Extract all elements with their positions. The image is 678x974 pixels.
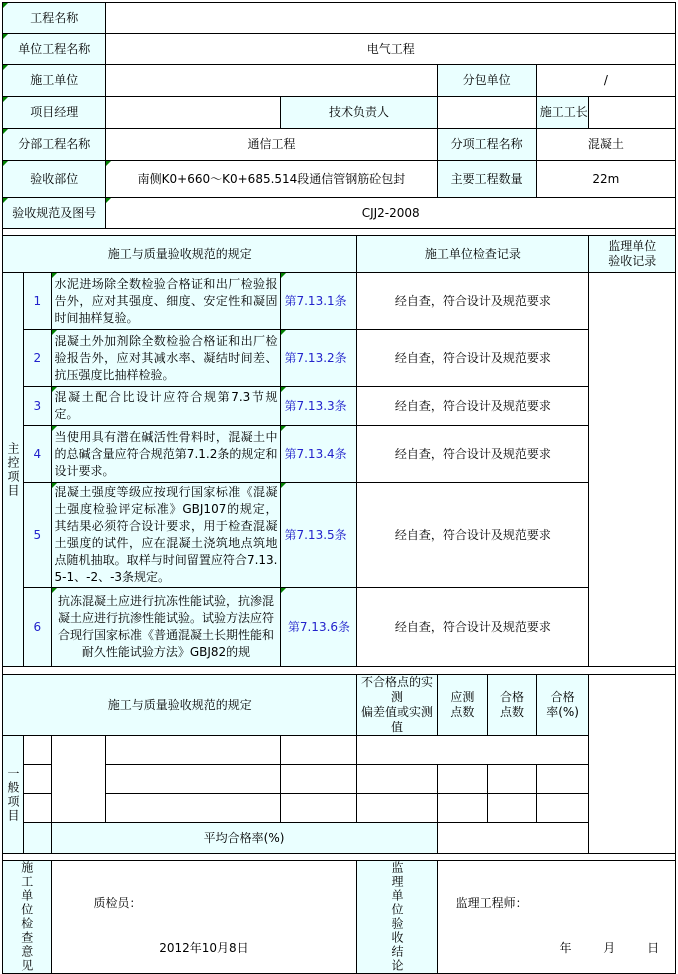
general-item-pass-points[interactable] xyxy=(488,765,537,794)
row-project-manager xyxy=(3,97,676,129)
label-subcontractor: 分包单位 xyxy=(437,65,536,97)
general-item-no[interactable] xyxy=(24,794,51,823)
label-subdivision-project-name: 分项工程名称 xyxy=(437,129,536,161)
row-average-pass-rate xyxy=(3,823,676,854)
table-row xyxy=(3,483,676,588)
header-supervisor-line2: 验收记录 xyxy=(608,254,657,268)
section-label-general xyxy=(3,736,24,854)
header-supervisor-line1: 监理单位 xyxy=(608,239,657,253)
header-pass-rate xyxy=(536,675,589,736)
general-item-text[interactable] xyxy=(106,794,281,823)
label-supervisor-conclusion-text: 监理单位验收结论 xyxy=(390,861,404,973)
header-should-points-line1: 应测 xyxy=(450,690,475,704)
value-main-quantity[interactable]: 22m xyxy=(536,161,675,198)
spacer xyxy=(3,229,676,236)
header-deviation xyxy=(357,675,437,736)
row-unit-project-name xyxy=(3,34,676,65)
label-technical-director: 技术负责人 xyxy=(281,97,437,129)
item-record[interactable]: 经自查，符合设计及规范要求 xyxy=(357,483,589,588)
header-supervisor-record xyxy=(589,236,676,273)
table-row xyxy=(3,736,676,765)
general-item-text[interactable] xyxy=(106,765,281,794)
supervisor-signature-inner xyxy=(438,896,675,956)
item-no: 3 xyxy=(24,387,51,426)
table-row xyxy=(3,330,676,387)
label-construction-unit: 施工单位 xyxy=(3,65,106,97)
item-text xyxy=(51,483,281,588)
inspection-form-sheet xyxy=(0,2,678,973)
value-spec-code[interactable]: CJJ2-2008 xyxy=(106,198,676,229)
item-text-content: 混凝土强度等级应按现行国家标准《混凝土强度检验评定标准》GBJ107的规定，其结果必须符合设计要求，用于检查混凝土强度的试件，应在混凝土浇筑地点筑地点随机抽取。取样与时间留置应符合7.13.5-1、-2、-3条规定。 xyxy=(54,485,278,584)
value-project-name[interactable] xyxy=(106,3,676,34)
row-construction-unit xyxy=(3,65,676,97)
item-code: 第7.13.6条 xyxy=(281,588,357,667)
row-spacer-1 xyxy=(3,229,676,236)
item-text xyxy=(51,273,281,330)
contractor-signature-inner xyxy=(52,896,357,956)
item-code: 第7.13.1条 xyxy=(281,273,357,330)
label-average-pass-rate: 平均合格率(%) xyxy=(51,823,437,854)
table-row xyxy=(3,588,676,667)
header-spec-rules: 施工与质量验收规范的规定 xyxy=(3,236,357,273)
header-pass-points-line1: 合格 xyxy=(499,690,524,704)
item-no: 2 xyxy=(24,330,51,387)
value-subcontractor[interactable]: / xyxy=(536,65,675,97)
general-item-code[interactable] xyxy=(281,765,357,794)
item-supervisor-record[interactable] xyxy=(589,273,676,667)
item-record[interactable]: 经自查，符合设计及规范要求 xyxy=(357,588,589,667)
item-record[interactable]: 经自查，符合设计及规范要求 xyxy=(357,273,589,330)
label-acceptance-part: 验收部位 xyxy=(3,161,106,198)
item-text xyxy=(51,330,281,387)
item-text-content: 抗冻混凝土应进行抗冻性能试验，抗渗混凝土应进行抗渗性能试验。试验方法应符合现行国家标准《普通混凝土长期性能和耐久性能试验方法》GBJ82的规 xyxy=(57,594,274,659)
item-no: 6 xyxy=(24,588,51,667)
value-division-project-name[interactable]: 通信工程 xyxy=(106,129,437,161)
general-item-no[interactable] xyxy=(24,765,51,794)
general-item-deviation[interactable] xyxy=(357,794,437,823)
form-grid xyxy=(2,2,676,974)
general-item-no[interactable] xyxy=(24,736,51,765)
supervisor-signature-area[interactable] xyxy=(437,861,675,974)
header-general-spec-rules: 施工与质量验收规范的规定 xyxy=(3,675,357,736)
label-contractor-opinion-wrap xyxy=(3,861,51,973)
label-main-quantity: 主要工程数量 xyxy=(437,161,536,198)
label-project-manager: 项目经理 xyxy=(3,97,106,129)
label-contractor-opinion-text: 施工单位检查意见 xyxy=(19,861,34,973)
value-project-manager[interactable] xyxy=(106,97,281,129)
item-record[interactable]: 经自查，符合设计及规范要求 xyxy=(357,387,589,426)
item-text-content: 混凝土外加剂除全数检验合格证和出厂检验报告外，应对其减水率、凝结时间差、抗压强度比抽样检验。 xyxy=(54,333,278,382)
row-division-project xyxy=(3,129,676,161)
value-site-foreman[interactable] xyxy=(589,97,676,129)
item-no: 1 xyxy=(24,273,51,330)
row-spacer-2 xyxy=(3,667,676,675)
label-site-foreman: 施工工长 xyxy=(536,97,589,129)
row-footer-signatures xyxy=(3,861,676,974)
general-item-pass-points[interactable] xyxy=(488,794,537,823)
label-spec-code: 验收规范及图号 xyxy=(3,198,106,229)
row-spec-code xyxy=(3,198,676,229)
general-item-subcol[interactable] xyxy=(51,736,106,823)
header-should-points xyxy=(437,675,488,736)
label-contractor-opinion xyxy=(3,861,52,974)
supervisor-date[interactable]: 年 月 日 xyxy=(559,941,674,955)
value-construction-unit[interactable] xyxy=(106,65,437,97)
item-text xyxy=(51,588,281,667)
general-item-measure-row1[interactable] xyxy=(357,736,589,765)
header-pass-points xyxy=(488,675,537,736)
general-item-text[interactable] xyxy=(106,736,281,765)
contractor-signature-area[interactable] xyxy=(51,861,357,974)
item-text xyxy=(51,426,281,483)
section-label-main-wrap xyxy=(3,442,23,498)
item-record[interactable]: 经自查，符合设计及规范要求 xyxy=(357,330,589,387)
section-label-main-text: 主控项目 xyxy=(6,441,21,498)
label-supervisor-conclusion-wrap xyxy=(357,861,436,973)
spacer xyxy=(3,854,676,861)
row-project-name xyxy=(3,3,676,34)
table-row xyxy=(3,273,676,330)
general-item-pass-rate[interactable] xyxy=(536,765,589,794)
row-acceptance-part xyxy=(3,161,676,198)
label-unit-project-name: 单位工程名称 xyxy=(3,34,106,65)
general-item-should-points[interactable] xyxy=(437,794,488,823)
label-inspector: 质检员： xyxy=(93,896,142,910)
row-spacer-3 xyxy=(3,854,676,861)
general-item-code[interactable] xyxy=(281,736,357,765)
header-deviation-line1: 不合格点的实测 xyxy=(360,675,433,704)
item-record[interactable]: 经自查，符合设计及规范要求 xyxy=(357,426,589,483)
value-technical-director[interactable] xyxy=(437,97,536,129)
section-label-main xyxy=(3,273,24,667)
header-pass-points-line2: 点数 xyxy=(499,705,524,719)
item-code: 第7.13.4条 xyxy=(281,426,357,483)
value-acceptance-part[interactable]: 南侧K0+660～K0+685.514段通信管钢筋砼包封 xyxy=(106,161,437,198)
item-no: 5 xyxy=(24,483,51,588)
label-supervisor-conclusion xyxy=(357,861,437,974)
section-label-general-wrap xyxy=(3,767,23,823)
item-code: 第7.13.5条 xyxy=(281,483,357,588)
item-text xyxy=(51,387,281,426)
header-deviation-line2: 偏差值或实测值 xyxy=(360,705,433,734)
item-code: 第7.13.2条 xyxy=(281,330,357,387)
general-item-should-points[interactable] xyxy=(437,765,488,794)
section-label-general-text: 一般项目 xyxy=(6,766,21,823)
label-supervising-engineer: 监理工程师： xyxy=(455,896,528,910)
header-pass-rate-line2: 率(%) xyxy=(546,705,579,719)
general-item-deviation[interactable] xyxy=(357,765,437,794)
row-general-col-headers xyxy=(3,675,676,736)
value-unit-project-name[interactable]: 电气工程 xyxy=(106,34,676,65)
label-division-project-name: 分部工程名称 xyxy=(3,129,106,161)
contractor-date[interactable]: 2012年10月8日 xyxy=(159,941,249,955)
general-item-pass-rate[interactable] xyxy=(536,794,589,823)
average-no-cell xyxy=(24,823,51,854)
table-row xyxy=(3,426,676,483)
item-text-content: 当使用具有潜在碱活性骨料时，混凝土中的总碱含量应符合规范第7.1.2条的规定和设计要求。 xyxy=(54,429,278,478)
item-text-content: 水泥进场除全数检验合格证和出厂检验报告外，应对其强度、细度、安定性和凝固时间抽样复验。 xyxy=(54,276,278,325)
value-subdivision-project-name[interactable]: 混凝土 xyxy=(536,129,675,161)
table-row xyxy=(3,387,676,426)
row-main-col-headers xyxy=(3,236,676,273)
general-item-code[interactable] xyxy=(281,794,357,823)
item-text-content: 混凝土配合比设计应符合规第7.3节规定。 xyxy=(54,390,278,421)
value-average-pass-rate[interactable] xyxy=(437,823,675,854)
spacer xyxy=(3,667,676,675)
header-should-points-line2: 点数 xyxy=(450,705,475,719)
item-code: 第7.13.3条 xyxy=(281,387,357,426)
header-contractor-record: 施工单位检查记录 xyxy=(357,236,589,273)
label-project-name: 工程名称 xyxy=(3,3,106,34)
header-pass-rate-line1: 合格 xyxy=(550,690,575,704)
item-no: 4 xyxy=(24,426,51,483)
